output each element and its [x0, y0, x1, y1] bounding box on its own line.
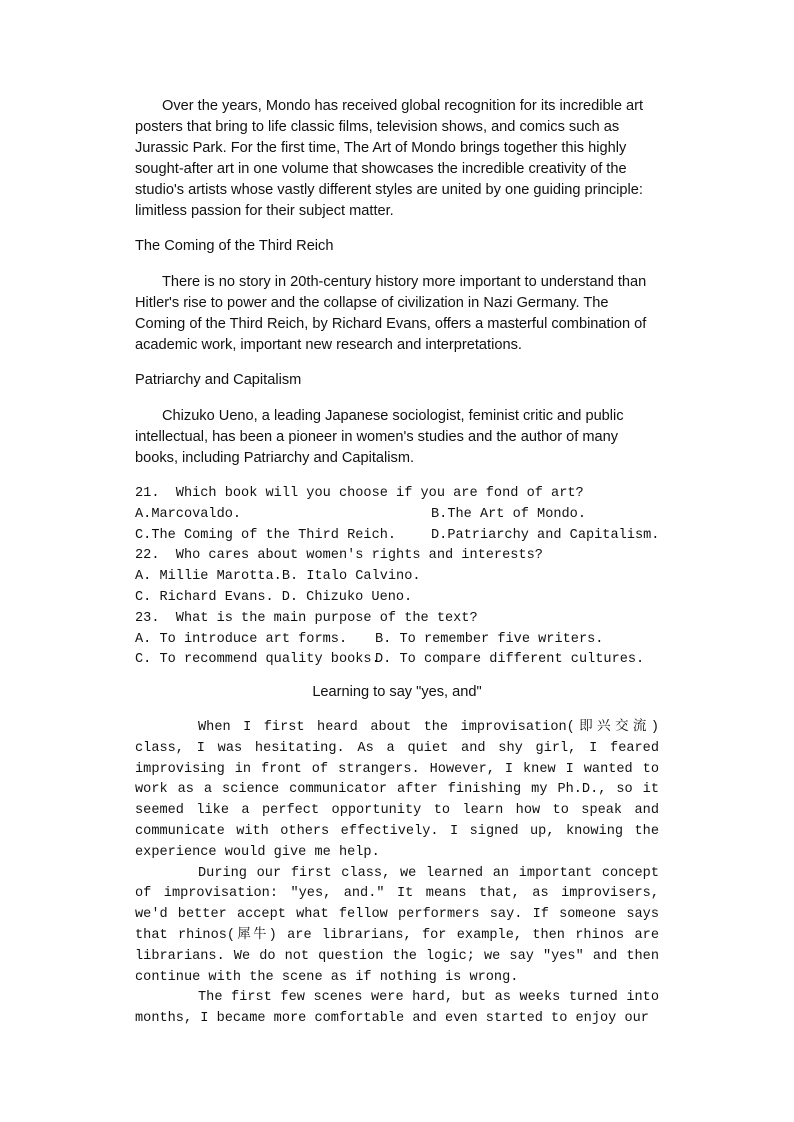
- option-b: B. Italo Calvino.: [281, 569, 421, 585]
- patriarchy-heading: Patriarchy and Capitalism: [135, 372, 302, 388]
- option-a: A. To introduce art forms.: [135, 631, 348, 647]
- option-c: C.The Coming of the Third Reich.: [135, 527, 397, 543]
- option-d: D. Chizuko Ueno.: [281, 589, 413, 605]
- option-b: B. To remember five writers.: [375, 631, 604, 647]
- story-paragraph-3: The first few scenes were hard, but as weeks turned into months, I became more comfortable and even started to enjoy our: [135, 990, 659, 1027]
- reich-passage: There is no story in 20th-century history more important to understand than Hitler's rise to power and the collapse of civilization in Nazi Germany. The Coming of the Third Reich, by Richard Evans, offers a masterful combination of academic work, important new research and interpretations.: [135, 274, 647, 353]
- patriarchy-passage: Chizuko Ueno, a leading Japanese sociologist, feminist critic and public intellectual, has been a pioneer in women's studies and the author of many books, including Patriarchy and Capitalism.: [135, 408, 624, 466]
- options-row: [135, 526, 675, 547]
- option-a: A. Millie Marotta.: [135, 569, 282, 585]
- options-row: [135, 505, 675, 526]
- mondo-passage: Over the years, Mondo has received global recognition for its incredible art posters that bring to life classic films, television shows, and comics such as Jurassic Park. For the first time, The Art of Mondo brings together this highly sought-after art in one volume that showcases the incredible creativity of the studio's artists whose vastly different styles are united by one guiding principle: limitless passion for their subject matter.: [135, 98, 644, 219]
- story-title: Learning to say "yes, and": [312, 684, 482, 700]
- question-stem: 22. Who cares about women's rights and interests?: [135, 548, 543, 564]
- option-c: C. To recommend quality books.: [135, 652, 380, 668]
- story-paragraph-1: When I first heard about the improvisation(即兴交流) class, I was hesitating. As a quiet and shy girl, I feared improvising in front of strangers. However, I knew I wanted to work as a science communicator after finishing my Ph.D., so it seemed like a perfect opportunity to learn how to speak and communicate with others effectively. I signed up, knowing the experience would give me help.: [135, 720, 659, 860]
- story-paragraph-2: During our first class, we learned an important concept of improvisation: "yes, and." It means that, as improvisers, we'd better accept what fellow performers say. If someone says that rhinos(犀牛) are librarians, for example, then rhinos are librarians. We do not question the logic; we say "yes" and then continue with the scene as if nothing is wrong.: [135, 865, 659, 985]
- options-row: [135, 630, 675, 651]
- question-stem: 21. Which book will you choose if you are fond of art?: [135, 486, 584, 501]
- options-row: [135, 588, 675, 609]
- option-d: D.Patriarchy and Capitalism.: [431, 527, 660, 543]
- option-d: D. To compare different cultures.: [375, 652, 645, 668]
- reich-heading: The Coming of the Third Reich: [135, 238, 334, 254]
- questions-block: [135, 484, 675, 671]
- story-body: [135, 718, 659, 1030]
- options-row: [135, 650, 675, 671]
- options-row: [135, 567, 675, 588]
- question-stem: 23. What is the main purpose of the text?: [135, 610, 478, 626]
- option-b: B.The Art of Mondo.: [431, 506, 586, 522]
- option-a: A.Marcovaldo.: [135, 506, 242, 522]
- option-c: C. Richard Evans.: [135, 589, 274, 605]
